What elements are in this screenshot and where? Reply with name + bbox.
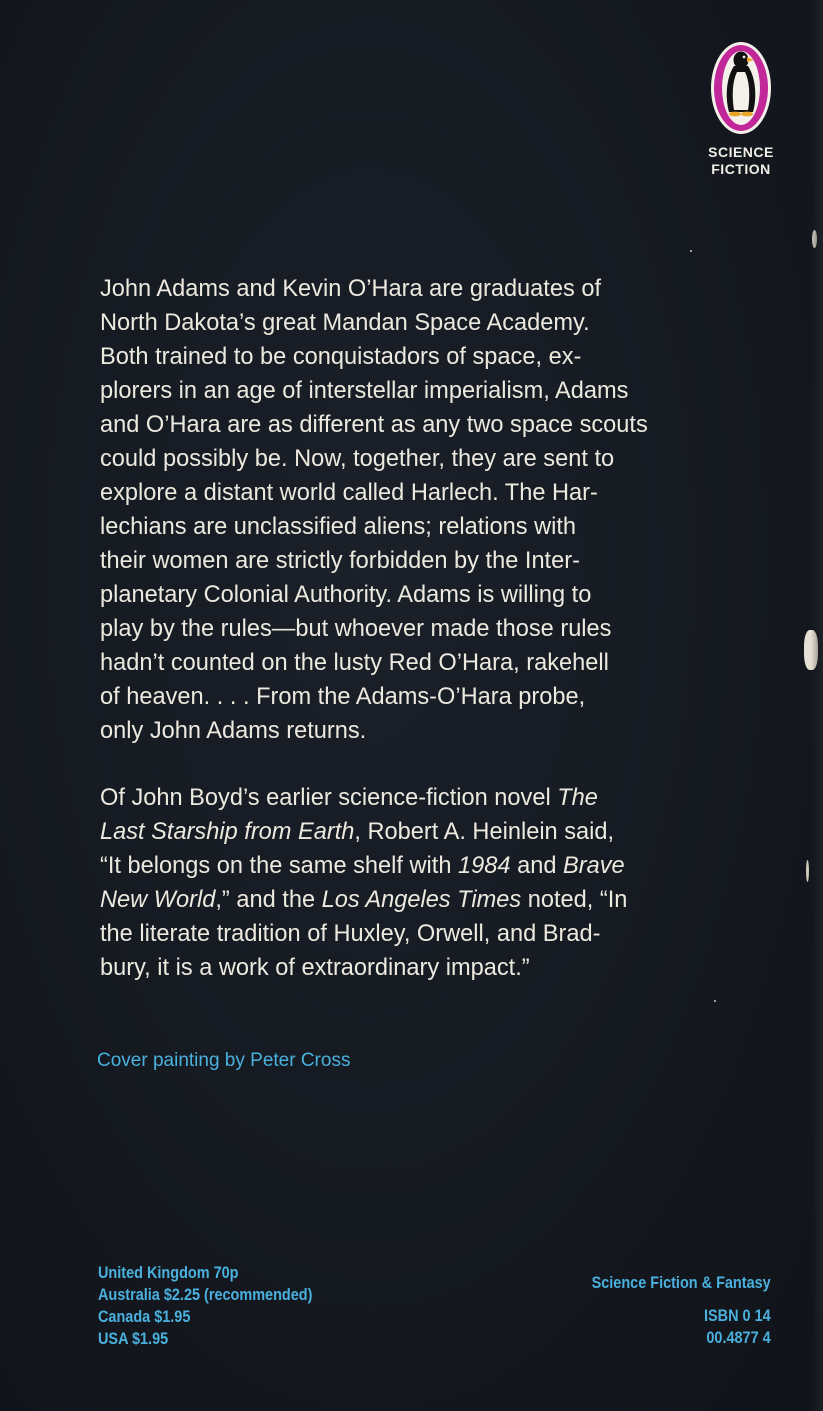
quote-text: Of John Boyd’s earlier science-fiction novel (100, 785, 558, 811)
logo-line-science: SCIENCE (708, 144, 774, 160)
quote-text: , Robert A. Heinlein said, (354, 819, 615, 845)
logo-line-fiction: FICTION (711, 161, 771, 177)
synopsis-line: only John Adams returns. (100, 718, 367, 744)
quote-line (100, 815, 765, 849)
quote-italic-title: New World (100, 887, 216, 913)
wear-speck (714, 1000, 716, 1002)
synopsis-line: John Adams and Kevin O’Hara are graduates of (100, 276, 602, 302)
quote-italic-title: Last Starship from Earth (100, 819, 355, 845)
quote-italic-title: Brave (563, 853, 625, 879)
wear-speck (804, 630, 818, 670)
quote-italic-title: Los Angeles Times (321, 887, 522, 913)
quote-italic-title: The (557, 785, 598, 811)
price-canada: Canada $1.95 (98, 1307, 191, 1326)
synopsis-line: plorers in an age of interstellar imperialism, Adams (100, 378, 629, 404)
quote-italic-title: 1984 (458, 853, 511, 879)
quote-line (100, 781, 765, 815)
wear-speck (812, 230, 817, 248)
quote-line: the literate tradition of Huxley, Orwell, and Brad- (100, 921, 601, 947)
synopsis-line: lechians are unclassified aliens; relations with (100, 514, 577, 540)
cover-credit: Cover painting by Peter Cross (97, 1050, 351, 1071)
penguin-logo (702, 36, 780, 178)
blurb-text (100, 272, 765, 985)
price-list (98, 1262, 312, 1350)
quote-text: noted, “In (521, 887, 628, 913)
synopsis-line: North Dakota’s great Mandan Space Academy. (100, 310, 590, 336)
synopsis-line: and O’Hara are as different as any two space scouts (100, 412, 648, 438)
wear-speck (806, 860, 809, 882)
wear-speck (690, 250, 692, 252)
quote-line (100, 883, 765, 917)
penguin-icon (708, 36, 774, 140)
price-uk: United Kingdom 70p (98, 1263, 239, 1282)
synopsis-line: their women are strictly forbidden by the Inter- (100, 548, 580, 574)
synopsis-paragraph (100, 272, 765, 748)
synopsis-line: of heaven. . . . From the Adams-O’Hara probe, (100, 684, 586, 710)
synopsis-line: explore a distant world called Harlech. The Har- (100, 480, 598, 506)
quote-text: “It belongs on the same shelf with (100, 853, 459, 879)
quote-line: bury, it is a work of extraordinary impact.” (100, 955, 530, 981)
quote-text: and (510, 853, 564, 879)
genre-isbn-block (592, 1272, 771, 1349)
synopsis-line: could possibly be. Now, together, they are sent to (100, 446, 615, 472)
genre-label: Science Fiction & Fantasy (591, 1273, 771, 1292)
isbn-line-2: 00.4877 4 (706, 1328, 771, 1347)
synopsis-line: planetary Colonial Authority. Adams is willing to (100, 582, 592, 608)
synopsis-line: hadn’t counted on the lusty Red O’Hara, rakehell (100, 650, 609, 676)
quote-text: ,” and the (215, 887, 322, 913)
quote-line (100, 849, 765, 883)
synopsis-line: play by the rules—but whoever made those rules (100, 616, 612, 642)
price-australia: Australia $2.25 (recommended) (98, 1285, 313, 1304)
synopsis-line: Both trained to be conquistadors of space, ex- (100, 344, 582, 370)
review-quote-paragraph (100, 781, 765, 985)
isbn-line-1: ISBN 0 14 (704, 1306, 771, 1325)
price-usa: USA $1.95 (98, 1329, 169, 1348)
